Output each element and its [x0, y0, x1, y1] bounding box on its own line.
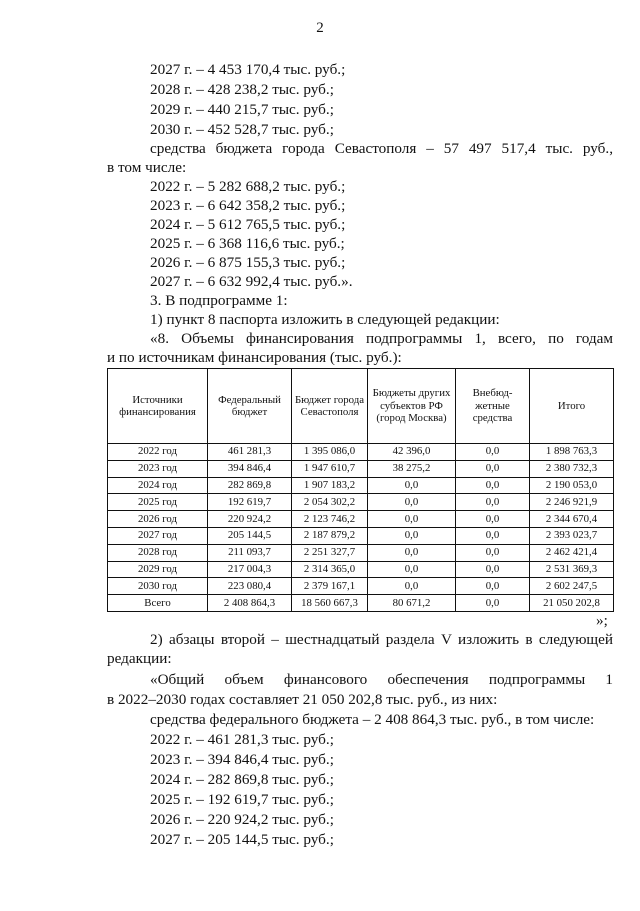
cell-federal: 394 846,4: [208, 460, 292, 477]
quote-8-line1: «8. Объемы финансирования подпрограммы 1, всего, по годам: [150, 330, 613, 347]
cell-extrabudgetary: 0,0: [456, 544, 530, 561]
cell-sevastopol: 2 054 302,2: [292, 494, 368, 511]
budget-line: 2028 г. – 428 238,2 тыс. руб.;: [150, 81, 334, 98]
budget-line: 2027 г. – 4 453 170,4 тыс. руб.;: [150, 61, 346, 78]
cell-federal: 2 408 864,3: [208, 595, 292, 612]
federal-line: 2022 г. – 461 281,3 тыс. руб.;: [150, 731, 334, 748]
cell-year: 2026 год: [108, 511, 208, 528]
sevastopol-intro: средства бюджета города Севастополя – 57 497 517,4 тыс. руб.,: [150, 140, 613, 157]
quote-8-line2: и по источникам финансирования (тыс. руб.):: [107, 349, 402, 366]
federal-intro: средства федерального бюджета – 2 408 864,3 тыс. руб., в том числе:: [150, 711, 595, 728]
page-number: 2: [316, 20, 324, 36]
cell-other-subjects: 0,0: [368, 494, 456, 511]
cell-extrabudgetary: 0,0: [456, 527, 530, 544]
cell-sevastopol: 18 560 667,3: [292, 595, 368, 612]
cell-extrabudgetary: 0,0: [456, 595, 530, 612]
cell-federal: 217 004,3: [208, 561, 292, 578]
header-other-subjects: Бюджеты других субъектов РФ (город Москва): [368, 369, 456, 444]
budget-line: 2030 г. – 452 528,7 тыс. руб.;: [150, 121, 334, 138]
cell-year: 2027 год: [108, 527, 208, 544]
table-row: [108, 527, 614, 544]
cell-federal: 211 093,7: [208, 544, 292, 561]
cell-federal: 192 619,7: [208, 494, 292, 511]
table-row: [108, 460, 614, 477]
cell-other-subjects: 38 275,2: [368, 460, 456, 477]
table-header-row: [108, 369, 614, 444]
header-sevastopol: Бюджет города Севастополя: [292, 369, 368, 444]
cell-year: 2030 год: [108, 578, 208, 595]
table-row: [108, 511, 614, 528]
table-row: [108, 561, 614, 578]
cell-other-subjects: 42 396,0: [368, 444, 456, 461]
cell-federal: 461 281,3: [208, 444, 292, 461]
cell-total: 2 344 670,4: [530, 511, 614, 528]
cell-total: 2 602 247,5: [530, 578, 614, 595]
cell-other-subjects: 0,0: [368, 561, 456, 578]
cell-total: 1 898 763,3: [530, 444, 614, 461]
cell-total: 21 050 202,8: [530, 595, 614, 612]
cell-federal: 205 144,5: [208, 527, 292, 544]
cell-extrabudgetary: 0,0: [456, 561, 530, 578]
sevastopol-line: 2023 г. – 6 642 358,2 тыс. руб.;: [150, 197, 346, 214]
cell-year: Всего: [108, 595, 208, 612]
cell-other-subjects: 0,0: [368, 544, 456, 561]
budget-line: 2029 г. – 440 215,7 тыс. руб.;: [150, 101, 334, 118]
cell-total: 2 246 921,9: [530, 494, 614, 511]
cell-total: 2 393 023,7: [530, 527, 614, 544]
cell-other-subjects: 0,0: [368, 477, 456, 494]
sevastopol-line: 2022 г. – 5 282 688,2 тыс. руб.;: [150, 178, 346, 195]
cell-total: 2 190 053,0: [530, 477, 614, 494]
cell-year: 2028 год: [108, 544, 208, 561]
cell-extrabudgetary: 0,0: [456, 494, 530, 511]
cell-sevastopol: 2 187 879,2: [292, 527, 368, 544]
cell-year: 2025 год: [108, 494, 208, 511]
header-total: Итого: [530, 369, 614, 444]
federal-line: 2025 г. – 192 619,7 тыс. руб.;: [150, 791, 334, 808]
general-line2: в 2022–2030 годах составляет 21 050 202,8 тыс. руб., из них:: [107, 691, 498, 708]
cell-sevastopol: 1 947 610,7: [292, 460, 368, 477]
cell-sevastopol: 2 314 365,0: [292, 561, 368, 578]
cell-total: 2 531 369,3: [530, 561, 614, 578]
cell-other-subjects: 0,0: [368, 527, 456, 544]
cell-year: 2022 год: [108, 444, 208, 461]
table-row: [108, 444, 614, 461]
cell-total: 2 380 732,3: [530, 460, 614, 477]
cell-other-subjects: 0,0: [368, 511, 456, 528]
financing-table: [107, 368, 614, 612]
header-sources: Источники финансирования: [108, 369, 208, 444]
cell-sevastopol: 2 379 167,1: [292, 578, 368, 595]
cell-federal: 282 869,8: [208, 477, 292, 494]
table-row: [108, 544, 614, 561]
table-row: [108, 477, 614, 494]
cell-other-subjects: 80 671,2: [368, 595, 456, 612]
header-federal: Федеральный бюджет: [208, 369, 292, 444]
cell-year: 2023 год: [108, 460, 208, 477]
cell-federal: 223 080,4: [208, 578, 292, 595]
item-3: 3. В подпрограмме 1:: [150, 292, 288, 309]
cell-total: 2 462 421,4: [530, 544, 614, 561]
cell-other-subjects: 0,0: [368, 578, 456, 595]
table-row: [108, 494, 614, 511]
cell-sevastopol: 1 907 183,2: [292, 477, 368, 494]
cell-year: 2029 год: [108, 561, 208, 578]
header-extrabudgetary: Внебюд-жетные средства: [456, 369, 530, 444]
sevastopol-line: 2026 г. – 6 875 155,3 тыс. руб.;: [150, 254, 346, 271]
cell-extrabudgetary: 0,0: [456, 511, 530, 528]
item-3-1: 1) пункт 8 паспорта изложить в следующей редакции:: [150, 311, 500, 328]
cell-extrabudgetary: 0,0: [456, 578, 530, 595]
federal-line: 2026 г. – 220 924,2 тыс. руб.;: [150, 811, 334, 828]
federal-line: 2024 г. – 282 869,8 тыс. руб.;: [150, 771, 334, 788]
federal-line: 2023 г. – 394 846,4 тыс. руб.;: [150, 751, 334, 768]
cell-sevastopol: 2 251 327,7: [292, 544, 368, 561]
cell-year: 2024 год: [108, 477, 208, 494]
cell-sevastopol: 1 395 086,0: [292, 444, 368, 461]
sevastopol-intro-cont: в том числе:: [107, 159, 187, 176]
item-3-2-line2: редакции:: [107, 650, 172, 667]
cell-extrabudgetary: 0,0: [456, 460, 530, 477]
cell-extrabudgetary: 0,0: [456, 477, 530, 494]
table-close-quote: »;: [596, 612, 608, 629]
sevastopol-line: 2027 г. – 6 632 992,4 тыс. руб.».: [150, 273, 353, 290]
sevastopol-line: 2025 г. – 6 368 116,6 тыс. руб.;: [150, 235, 345, 252]
sevastopol-line: 2024 г. – 5 612 765,5 тыс. руб.;: [150, 216, 346, 233]
table-row: [108, 578, 614, 595]
cell-sevastopol: 2 123 746,2: [292, 511, 368, 528]
table-row: [108, 595, 614, 612]
general-line1: «Общий объем финансового обеспечения подпрограммы 1: [150, 671, 613, 688]
federal-line: 2027 г. – 205 144,5 тыс. руб.;: [150, 831, 334, 848]
item-3-2-line1: 2) абзацы второй – шестнадцатый раздела V изложить в следующей: [150, 631, 613, 648]
cell-extrabudgetary: 0,0: [456, 444, 530, 461]
cell-federal: 220 924,2: [208, 511, 292, 528]
